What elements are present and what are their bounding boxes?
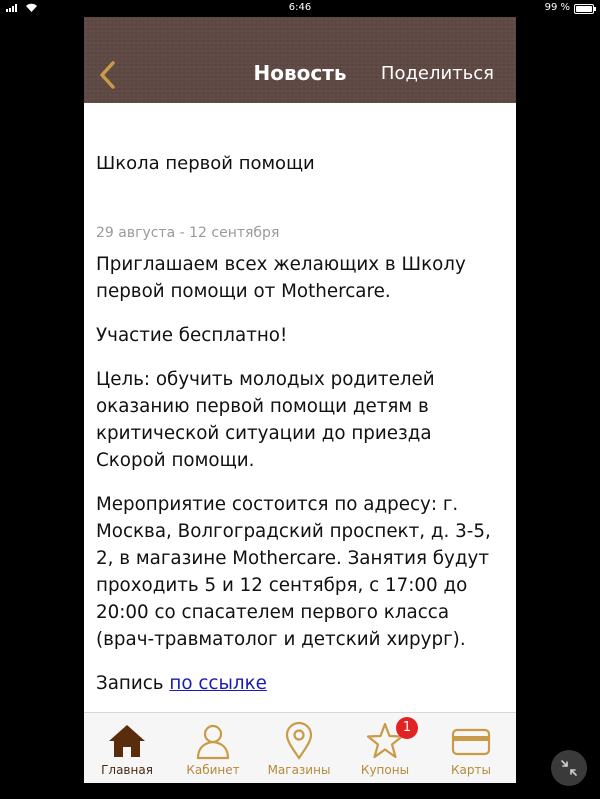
back-button[interactable] — [94, 59, 122, 91]
tab-cards[interactable] — [428, 713, 514, 783]
tab-label: Купоны — [360, 763, 410, 777]
user-icon — [193, 721, 233, 761]
page-title: Новость — [253, 61, 347, 85]
tab-home[interactable] — [84, 713, 170, 783]
paragraph-free: Участие бесплатно! — [96, 325, 288, 346]
news-title: Школа первой помощи — [96, 153, 315, 174]
share-button[interactable]: Поделиться — [380, 63, 494, 84]
signup-link[interactable]: по ссылке — [169, 673, 267, 694]
collapse-button[interactable] — [551, 750, 587, 786]
news-content[interactable] — [84, 103, 516, 713]
card-icon — [451, 721, 491, 761]
paragraph-invitation: Приглашаем всех желающих в Школу первой помощи от Mothercare. — [96, 254, 466, 302]
app-screen — [84, 17, 516, 783]
collapse-arrows-icon — [551, 750, 587, 786]
chevron-left-icon — [94, 59, 122, 91]
paragraph-goal: Цель: обучить молодых родителей оказанию первой помощи детям в критической ситуации до приезда Скорой помощи. — [96, 369, 435, 471]
tab-label: Главная — [101, 763, 153, 777]
navigation-bar — [84, 17, 516, 103]
tab-coupons[interactable] — [342, 713, 428, 783]
signup-label: Запись — [96, 673, 170, 694]
battery-icon — [574, 4, 594, 14]
news-date: 29 августа - 12 сентября — [96, 225, 280, 241]
tab-label: Карты — [451, 763, 491, 777]
paragraph-signup — [96, 670, 506, 697]
coupons-badge: 1 — [396, 717, 418, 739]
paragraph-location: Мероприятие состоится по адресу: г. Москва, Волгоградский проспект, д. 3-5, 2, в магазине Mothercare. Занятия будут проходить 5 и 12 сентября, с 17:00 до 20:00 со спасателем первого класса (врач-травматолог и детский хирург). — [96, 494, 491, 650]
tab-label: Магазины — [267, 763, 331, 777]
tab-cabinet[interactable] — [170, 713, 256, 783]
location-pin-icon — [279, 721, 319, 761]
tab-stores[interactable] — [256, 713, 342, 783]
battery-percent: 99 % — [544, 2, 570, 13]
tab-label: Кабинет — [186, 763, 240, 777]
news-body — [96, 251, 506, 713]
status-time: 6:46 — [288, 2, 312, 13]
status-bar — [0, 0, 600, 17]
tab-bar — [84, 712, 516, 783]
home-icon — [107, 721, 147, 761]
